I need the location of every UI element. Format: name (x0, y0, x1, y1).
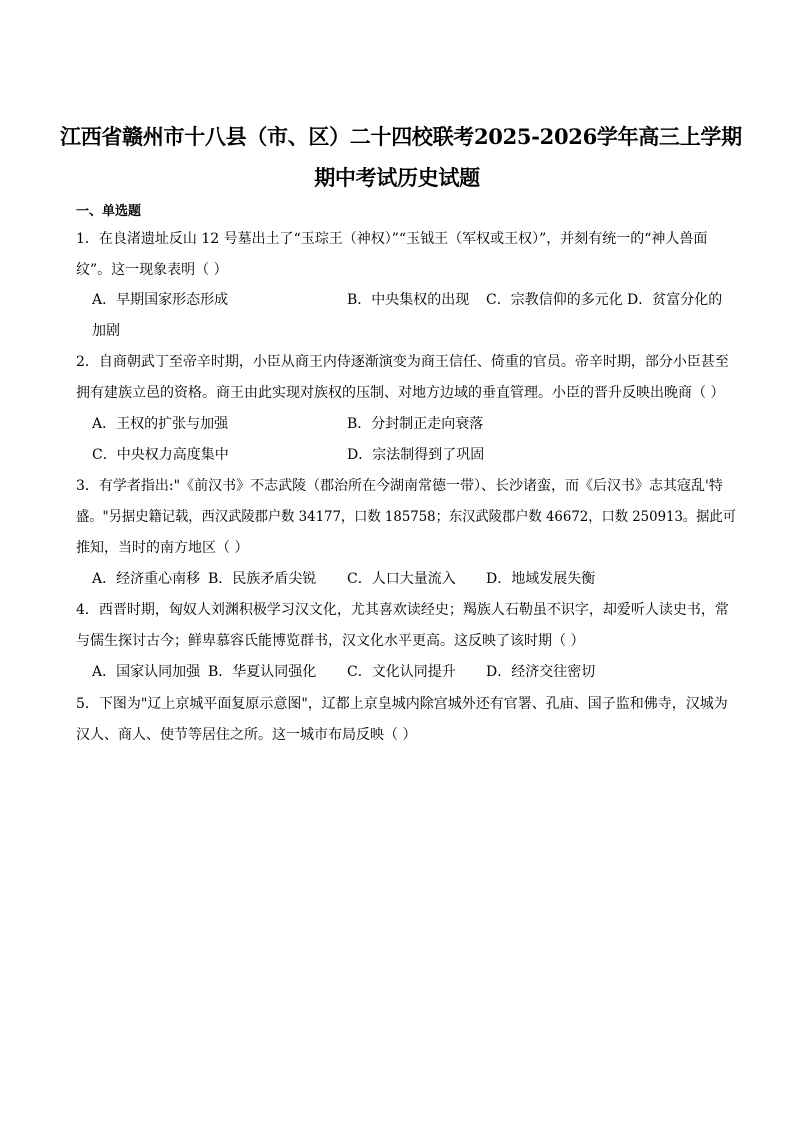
question-4-line-1: 4．西晋时期，匈奴人刘渊积极学习汉文化，尤其喜欢读经史；羯族人石勒虽不识字，却爱听人读史书，常 (76, 602, 729, 618)
document-title-line-1: 江西省赣州市十八县（市、区）二十四校联考2025-2026学年高三上学期 (60, 124, 742, 149)
question-3-line-3: 推知，当时的南方地区（ ） (76, 540, 249, 556)
question-2-line-2: 拥有建族立邑的资格。商王由此实现对族权的压制、对地方边域的垂直管理。小臣的晋升反映出晚商（ ） (76, 385, 725, 401)
question-2-option-b: B．分封制正走向衰落 (347, 416, 484, 432)
section-heading: 一、单选题 (76, 204, 142, 219)
question-1-line-1: 1．在良渚遗址反山 12 号墓出土了“玉琮王（神权）”“玉钺王（军权或王权）”，并刻有统一的“神人兽面 (76, 231, 708, 247)
question-3-line-2: 盛。"另据史籍记载，西汉武陵郡户数 34177，口数 185758；东汉武陵郡户数 46672，口数 250913。据此可 (76, 509, 737, 525)
question-5-line-1: 5．下图为"辽上京城平面复原示意图"，辽都上京皇城内除宫城外还有官署、孔庙、国子监和佛寺，汉城为 (76, 696, 728, 712)
question-1-option-c: C．宗教信仰的多元化 (486, 292, 623, 308)
question-3-option-d: D．地域发展失衡 (486, 571, 596, 587)
question-5-line-2: 汉人、商人、使节等居住之所。这一城市布局反映（ ） (76, 727, 417, 743)
question-2-option-c: C．中央权力高度集中 (92, 447, 229, 463)
question-1-option-d: D．贫富分化的 (627, 292, 723, 308)
question-1-option-a: A．早期国家形态形成 (92, 292, 229, 308)
question-3-line-1: 3．有学者指出:"《前汉书》不志武陵（郡治所在今湖南常德一带）、长沙诸蛮，而《后汉书》志其寇乱'特 (76, 478, 723, 494)
question-1-line-2: 纹”。这一现象表明（ ） (76, 262, 228, 278)
question-1-option-b: B．中央集权的出现 (347, 292, 470, 308)
question-4-option-d: D．经济交往密切 (486, 664, 596, 680)
question-1-option-d-wrap: 加剧 (92, 323, 120, 339)
question-3-option-b: B．民族矛盾尖锐 (208, 571, 317, 587)
question-2-option-a: A．王权的扩张与加强 (92, 416, 229, 432)
question-3-option-a: A．经济重心南移 (92, 571, 201, 587)
document-title-line-2: 期中考试历史试题 (314, 165, 480, 190)
question-4-line-2: 与儒生探讨古今；鲜卑慕容氏能博览群书，汉文化水平更高。这反映了该时期（ ） (76, 633, 585, 649)
question-2-option-d: D．宗法制得到了巩固 (347, 447, 485, 463)
question-4-option-c: C．文化认同提升 (347, 664, 456, 680)
question-2-line-1: 2．自商朝武丁至帝辛时期，小臣从商王内侍逐渐演变为商王信任、倚重的官员。帝辛时期，部分小臣甚至 (76, 354, 729, 370)
question-3-option-c: C．人口大量流入 (347, 571, 456, 587)
question-4-option-b: B．华夏认同强化 (208, 664, 317, 680)
question-4-option-a: A．国家认同加强 (92, 664, 201, 680)
